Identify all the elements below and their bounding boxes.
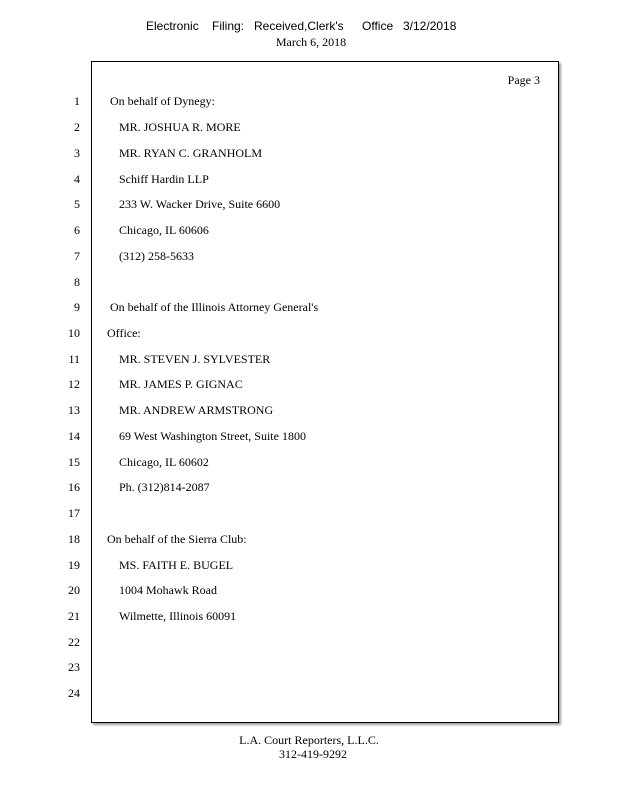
transcript-line <box>0 506 560 526</box>
transcript-line <box>0 275 560 295</box>
filing-stamp <box>0 19 618 35</box>
stamp-word: Filing: <box>212 19 245 33</box>
line-text: Ph. (312)814-2087 <box>119 480 210 494</box>
court-reporter-phone: 312-419-9292 <box>279 747 347 761</box>
page-number: Page 3 <box>507 73 540 87</box>
transcript-line <box>0 583 560 603</box>
court-reporter-name: L.A. Court Reporters, L.L.C. <box>239 733 379 747</box>
stamp-word: Office <box>362 19 394 33</box>
line-number: 2 <box>74 120 80 134</box>
transcript-line <box>0 686 560 706</box>
transcript-line <box>0 197 560 217</box>
line-text: Schiff Hardin LLP <box>119 172 209 186</box>
line-number: 1 <box>74 94 80 108</box>
line-text: MR. JAMES P. GIGNAC <box>119 377 243 391</box>
line-text: MR. JOSHUA R. MORE <box>119 120 241 134</box>
transcript-line <box>0 660 560 680</box>
transcript-line <box>0 120 560 140</box>
line-text: Wilmette, Illinois 60091 <box>119 609 237 623</box>
hearing-date: March 6, 2018 <box>275 35 347 49</box>
stamp-word: Received,Clerk's <box>254 19 344 33</box>
transcript-line <box>0 300 560 320</box>
line-text: MR. RYAN C. GRANHOLM <box>119 146 263 160</box>
transcript-line <box>0 146 560 166</box>
line-text: Office: <box>107 326 141 340</box>
line-number: 13 <box>68 403 80 417</box>
line-number: 6 <box>74 223 80 237</box>
line-text: 69 West Washington Street, Suite 1800 <box>119 429 306 443</box>
line-number: 11 <box>68 352 80 366</box>
line-number: 7 <box>74 249 80 263</box>
transcript-line <box>0 172 560 192</box>
line-number: 23 <box>68 660 80 674</box>
line-number: 15 <box>68 455 80 469</box>
transcript-line <box>0 249 560 269</box>
line-text: MR. ANDREW ARMSTRONG <box>119 403 274 417</box>
transcript-line <box>0 429 560 449</box>
transcript-line <box>0 94 560 114</box>
line-text: On behalf of the Sierra Club: <box>107 532 247 546</box>
stamp-word: 3/12/2018 <box>403 19 457 33</box>
line-number: 24 <box>68 686 80 700</box>
line-number: 16 <box>68 480 80 494</box>
line-number: 22 <box>68 635 80 649</box>
transcript-line <box>0 403 560 423</box>
transcript-line <box>0 377 560 397</box>
line-number: 21 <box>68 609 80 623</box>
line-number: 18 <box>68 532 80 546</box>
line-number: 10 <box>68 326 80 340</box>
line-number: 5 <box>74 197 80 211</box>
transcript-line <box>0 352 560 372</box>
line-text: On behalf of the Illinois Attorney General's <box>110 300 319 314</box>
transcript-line <box>0 455 560 475</box>
line-text: Chicago, IL 60602 <box>119 455 209 469</box>
transcript-line <box>0 326 560 346</box>
line-text: (312) 258-5633 <box>119 249 194 263</box>
line-number: 19 <box>68 558 80 572</box>
transcript-line <box>0 223 560 243</box>
line-text: Chicago, IL 60606 <box>119 223 209 237</box>
line-number: 9 <box>74 300 80 314</box>
line-text: 1004 Mohawk Road <box>119 583 217 597</box>
transcript-line <box>0 480 560 500</box>
line-number: 4 <box>74 172 80 186</box>
line-text: MS. FAITH E. BUGEL <box>119 558 234 572</box>
line-number: 8 <box>74 275 80 289</box>
line-text: 233 W. Wacker Drive, Suite 6600 <box>119 197 281 211</box>
line-number: 12 <box>68 377 80 391</box>
line-number: 17 <box>68 506 80 520</box>
transcript-line <box>0 635 560 655</box>
stamp-word: Electronic <box>146 19 199 33</box>
transcript-line <box>0 558 560 578</box>
line-number: 14 <box>68 429 80 443</box>
line-number: 3 <box>74 146 80 160</box>
line-text: MR. STEVEN J. SYLVESTER <box>119 352 271 366</box>
line-number: 20 <box>68 583 80 597</box>
transcript-line <box>0 532 560 552</box>
line-text: On behalf of Dynegy: <box>110 94 215 108</box>
transcript-line <box>0 609 560 629</box>
